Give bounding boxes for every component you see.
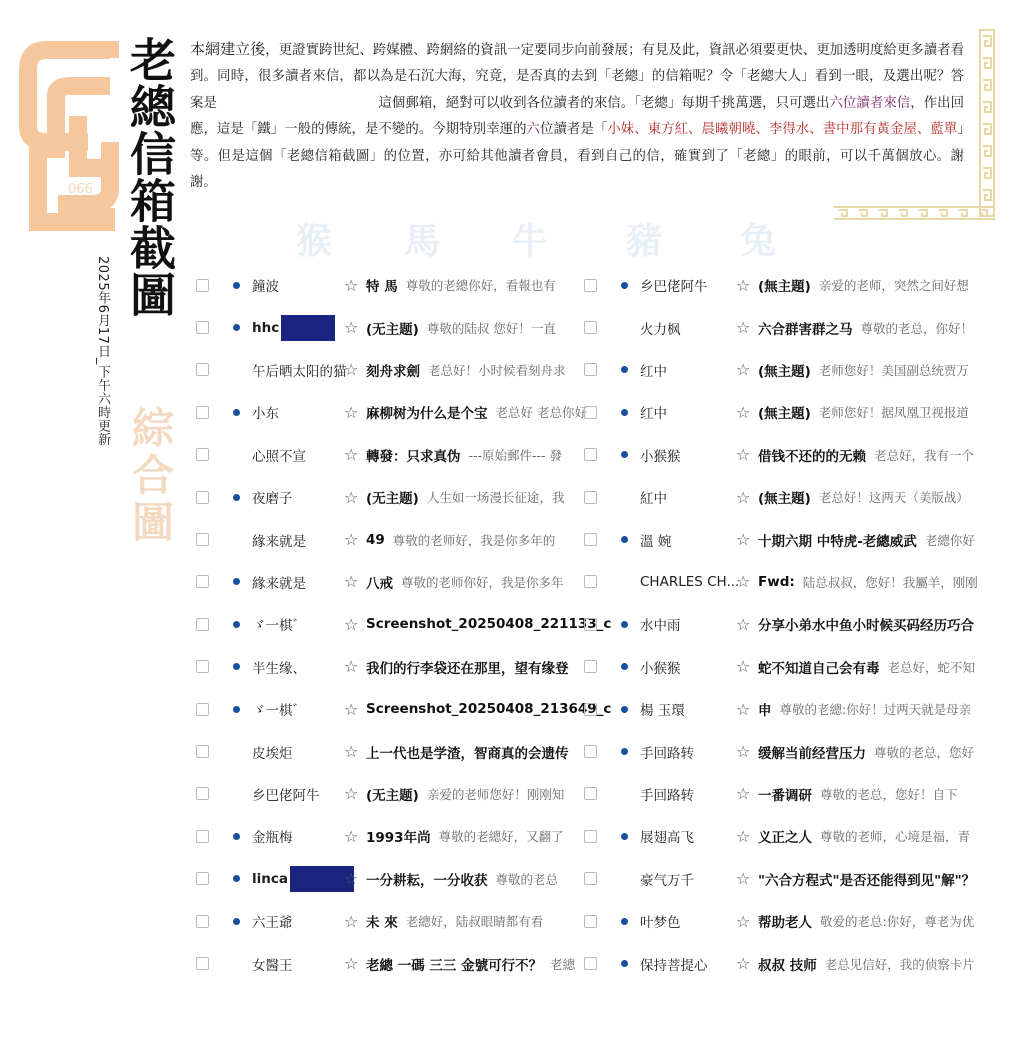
unread-dot-icon	[233, 451, 240, 458]
mail-sender	[640, 445, 736, 465]
mail-row[interactable]	[196, 561, 572, 603]
mail-sender	[252, 954, 344, 974]
mail-snippet: 老总好 老总你好	[495, 405, 587, 421]
unread-dot-icon	[233, 621, 240, 628]
star-icon[interactable]: ☆	[344, 318, 359, 338]
select-checkbox[interactable]	[584, 448, 597, 461]
unread-dot-icon	[621, 282, 628, 289]
select-checkbox[interactable]	[196, 618, 209, 631]
mail-subject: Screenshot_20250408_213649_c	[366, 701, 612, 718]
select-checkbox[interactable]	[196, 363, 209, 376]
mail-sender	[252, 866, 344, 892]
mail-subject: 义正之人	[758, 830, 812, 847]
mail-sender	[252, 742, 344, 762]
site-logo	[18, 38, 120, 238]
mail-snippet: 老师您好！美国副总统贾万	[818, 362, 969, 378]
mail-sender	[252, 911, 344, 931]
mail-sender-name: 手回路转	[640, 745, 694, 762]
star-icon[interactable]: ☆	[736, 826, 751, 846]
mail-sender-name: 楊 玉環	[640, 703, 685, 720]
mail-sender-name: 水中雨	[640, 618, 681, 635]
mail-row[interactable]	[196, 518, 572, 560]
mail-subject: 六合群害群之马	[758, 321, 853, 338]
page-subtitle: 綜合圖	[126, 406, 175, 547]
mail-sender	[640, 657, 736, 677]
mail-sender-name: 夜磨子	[252, 491, 293, 508]
mail-subject: 一番调研	[758, 787, 812, 804]
mail-sender-name: CHARLES CH...	[640, 573, 740, 590]
unread-dot-icon	[233, 706, 240, 713]
mail-row[interactable]	[196, 349, 572, 391]
intro-highlight-2: 六	[526, 122, 541, 138]
unread-dot-icon	[621, 366, 628, 373]
star-icon[interactable]: ☆	[344, 614, 359, 634]
mail-sender	[640, 360, 736, 380]
unread-dot-icon	[621, 875, 628, 882]
select-checkbox[interactable]	[196, 321, 209, 334]
mail-snippet: 老总好！这两天（美版战）	[818, 490, 969, 506]
select-checkbox[interactable]	[196, 406, 209, 419]
mail-sender	[640, 487, 736, 507]
mail-sender	[252, 784, 344, 804]
mail-sender	[252, 315, 344, 341]
mail-subject: 我们的行李袋还在那里，望有缘登	[366, 660, 569, 677]
mail-snippet: 老师您好！据凤凰卫视报道	[818, 405, 969, 421]
watermark-char: 猴	[296, 220, 335, 262]
select-checkbox[interactable]	[196, 787, 209, 800]
mail-row[interactable]	[196, 264, 572, 306]
mail-subject: 分享小弟水中鱼小时候买码经历巧合	[758, 618, 974, 635]
select-checkbox[interactable]	[584, 957, 597, 970]
mail-snippet: 尊敬的老總你好，看報也有	[405, 278, 556, 294]
mail-sender-name: 六王爺	[252, 915, 293, 932]
mail-subject: (无主题)	[366, 787, 419, 804]
star-icon[interactable]: ☆	[344, 784, 359, 804]
unread-dot-icon	[621, 494, 628, 501]
select-checkbox[interactable]	[196, 660, 209, 673]
mail-sender-name: 保持菩提心	[640, 957, 708, 974]
star-icon[interactable]: ☆	[344, 954, 359, 974]
select-checkbox[interactable]	[196, 448, 209, 461]
mail-row[interactable]	[584, 730, 974, 772]
mail-row[interactable]	[584, 349, 974, 391]
mail-sender	[640, 402, 736, 422]
mail-sender	[640, 699, 736, 719]
unread-dot-icon	[621, 960, 628, 967]
mail-snippet: 老總你好	[924, 532, 975, 548]
mail-snippet: 尊敬的老总，你好！	[860, 320, 974, 336]
select-checkbox[interactable]	[196, 533, 209, 546]
mail-sender-name: 手回路转	[640, 787, 694, 804]
mail-subject: 49	[366, 531, 385, 548]
mail-snippet: 尊敬的老师你好，我是你多年	[401, 574, 564, 590]
mail-snippet: 尊敬的老总	[495, 871, 559, 887]
watermark-char: 牛	[512, 220, 551, 262]
intro-text-2: ，作出回應，這是「鐵」一般的傳統，是不變的。今期特別幸運的	[190, 95, 965, 138]
mail-snippet: 尊敬的老总，您好！自下	[820, 786, 958, 802]
unread-dot-icon	[233, 409, 240, 416]
mail-row[interactable]	[196, 434, 572, 476]
select-checkbox[interactable]	[584, 406, 597, 419]
mail-sender-name: 红中	[640, 406, 667, 423]
unread-dot-icon	[233, 918, 240, 925]
star-icon[interactable]: ☆	[344, 487, 359, 507]
select-checkbox[interactable]	[196, 915, 209, 928]
select-checkbox[interactable]	[584, 363, 597, 376]
mail-sender-name: 溫 婉	[640, 533, 672, 550]
mail-subject: (无主题)	[366, 491, 419, 508]
star-icon[interactable]: ☆	[736, 487, 751, 507]
mail-sender-name: ゞ一棋゛	[252, 618, 306, 635]
mail-sender-name: 鐘波	[252, 279, 279, 296]
select-checkbox[interactable]	[196, 703, 209, 716]
mail-sender-name: 小东	[252, 406, 279, 423]
mail-row[interactable]	[196, 306, 572, 348]
mail-row[interactable]	[584, 476, 974, 518]
star-icon[interactable]: ☆	[736, 572, 751, 592]
unread-dot-icon	[233, 875, 240, 882]
mail-row[interactable]	[584, 900, 974, 942]
mail-row[interactable]	[584, 434, 974, 476]
mail-sender	[252, 572, 344, 592]
mail-sender-name: ゞ一棋゛	[252, 703, 306, 720]
mail-subject: 特 馬	[366, 279, 398, 296]
mail-snippet: 老总好，我有一个	[874, 447, 975, 463]
select-checkbox[interactable]	[584, 745, 597, 758]
mail-sender-name: 紅中	[640, 491, 667, 508]
star-icon[interactable]: ☆	[736, 402, 751, 422]
star-icon[interactable]: ☆	[344, 699, 359, 719]
unread-dot-icon	[621, 748, 628, 755]
mail-sender	[640, 742, 736, 762]
mail-subject: (無主題)	[758, 363, 811, 380]
mail-subject: 缓解当前经营压力	[758, 745, 866, 762]
unread-dot-icon	[233, 748, 240, 755]
star-icon[interactable]: ☆	[736, 445, 751, 465]
star-icon[interactable]: ☆	[344, 742, 359, 762]
star-icon[interactable]: ☆	[736, 784, 751, 804]
star-icon[interactable]: ☆	[736, 530, 751, 550]
select-checkbox[interactable]	[196, 830, 209, 843]
mail-snippet: 亲爱的老师，突然之间好想	[818, 278, 969, 294]
mail-row[interactable]	[584, 815, 974, 857]
mail-sender-name: 半生缘、	[252, 660, 306, 677]
mail-row[interactable]	[196, 773, 572, 815]
mail-subject: 上一代也是学渣，智商真的会遗传	[366, 745, 569, 762]
unread-dot-icon	[621, 536, 628, 543]
intro-lead: 本網建立後	[190, 40, 266, 58]
mail-subject: 一分耕耘，一分收获	[366, 872, 488, 889]
mail-snippet: 老總好，陆叔眼睛都有看	[405, 914, 544, 930]
unread-dot-icon	[233, 282, 240, 289]
select-checkbox[interactable]	[196, 575, 209, 588]
mail-sender-name: 緣来就是	[252, 533, 306, 550]
mail-subject: "六合方程式"是否还能得到见"解"？	[758, 872, 976, 889]
intro-readers: 小妹、東方紅、晨曦朝曉、李得水、書中那有黃金屋、藍單	[607, 122, 958, 138]
unread-dot-icon	[233, 790, 240, 797]
mail-subject: Screenshot_20250408_221133_c	[366, 616, 612, 633]
mail-sender-name: 小猴猴	[640, 448, 681, 465]
intro-highlight-1: 六位讀者來信	[829, 95, 911, 111]
star-icon[interactable]: ☆	[736, 657, 751, 677]
mail-sender-name: linca	[252, 870, 288, 887]
mail-row[interactable]	[584, 264, 974, 306]
mail-sender-name: 展翅高飞	[640, 830, 694, 847]
select-checkbox[interactable]	[584, 618, 597, 631]
unread-dot-icon	[621, 706, 628, 713]
star-icon[interactable]: ☆	[344, 911, 359, 931]
mail-sender	[252, 614, 344, 634]
star-icon[interactable]: ☆	[736, 742, 751, 762]
mail-sender	[640, 318, 736, 338]
mail-snippet: 老总好！小时候看刻舟求	[428, 362, 566, 378]
mail-sender-name: 叶梦色	[640, 915, 681, 932]
mail-subject: 帮助老人	[758, 915, 812, 932]
mail-subject: 未 來	[366, 915, 398, 932]
intro-text-4: 」等。但是這個「老總信箱截圖」的位置，亦可給其他讀者會員，看到自己的信，確實到了「老總」的眼前，可以千萬個放心。謝謝。	[190, 122, 965, 191]
mail-subject: 刻舟求劍	[366, 363, 420, 380]
select-checkbox[interactable]	[196, 957, 209, 970]
mail-sender	[640, 954, 736, 974]
mail-subject: 八戒	[366, 575, 393, 592]
select-checkbox[interactable]	[196, 872, 209, 885]
mail-subject: 老總 一碼 三三 金號可行不？	[366, 957, 543, 974]
unread-dot-icon	[621, 833, 628, 840]
star-icon[interactable]: ☆	[736, 360, 751, 380]
mail-snippet: 老总见信好，我的侦察卡片	[824, 956, 975, 972]
intro-paragraph	[190, 36, 964, 196]
mail-row[interactable]	[584, 942, 974, 984]
mail-sender-name: 乡巴佬阿牛	[252, 787, 320, 804]
mail-sender	[252, 402, 344, 422]
mail-sender	[252, 657, 344, 677]
mail-subject: 十期六期 中特虎-老總威武	[758, 533, 917, 550]
select-checkbox[interactable]	[196, 279, 209, 292]
mail-snippet: 陆总叔叔，您好！我屬羊，刚刚	[802, 574, 978, 590]
star-icon[interactable]: ☆	[736, 869, 751, 889]
star-icon[interactable]: ☆	[344, 826, 359, 846]
unread-dot-icon	[621, 578, 628, 585]
mail-snippet: 尊敬的老總好，又翻了	[438, 829, 564, 845]
mail-row[interactable]	[584, 603, 974, 645]
star-icon[interactable]: ☆	[736, 614, 751, 634]
select-checkbox[interactable]	[584, 575, 597, 588]
unread-dot-icon	[233, 960, 240, 967]
mail-sender	[252, 826, 344, 846]
mail-sender-name: 小猴猴	[640, 660, 681, 677]
mail-row[interactable]	[584, 646, 974, 688]
mail-subject: 借钱不还的的无赖	[758, 448, 866, 465]
watermark-char: 兔	[740, 220, 779, 262]
select-checkbox[interactable]	[584, 279, 597, 292]
select-checkbox[interactable]	[584, 321, 597, 334]
mail-sender	[252, 487, 344, 507]
mail-row[interactable]	[584, 688, 974, 730]
mail-sender	[640, 869, 736, 889]
mail-sender	[640, 573, 740, 590]
star-icon[interactable]: ☆	[736, 911, 751, 931]
mail-row[interactable]	[584, 306, 974, 348]
mail-row[interactable]	[196, 646, 572, 688]
mail-row[interactable]	[196, 815, 572, 857]
star-icon[interactable]: ☆	[344, 657, 359, 677]
mail-sender	[640, 275, 736, 295]
mail-subject: (無主題)	[758, 279, 811, 296]
mail-sender-name: 女醫王	[252, 957, 293, 974]
mail-row[interactable]	[584, 391, 974, 433]
star-icon[interactable]: ☆	[344, 530, 359, 550]
greek-key-border	[978, 28, 996, 218]
intro-text-3: 位讀者是「	[540, 122, 608, 138]
unread-dot-icon	[621, 621, 628, 628]
star-icon[interactable]: ☆	[344, 869, 359, 889]
mail-sender-name: 皮埃炬	[252, 745, 293, 762]
greek-key-border-bottom	[833, 205, 996, 221]
select-checkbox[interactable]	[196, 745, 209, 758]
mail-subject: (無主題)	[758, 491, 811, 508]
mail-sender-name: 红中	[640, 363, 667, 380]
select-checkbox[interactable]	[584, 533, 597, 546]
mail-snippet: 老总好，蛇不知	[887, 659, 976, 675]
mail-snippet: 敬爱的老总:你好，尊老为优	[820, 914, 975, 930]
select-checkbox[interactable]	[584, 660, 597, 673]
page-title: 老總信箱截圖	[123, 36, 177, 318]
mail-sender-name: 豪气万千	[640, 872, 694, 889]
update-date: 2025年6月17日_下午六時更新	[95, 256, 110, 446]
select-checkbox[interactable]	[584, 915, 597, 928]
mail-snippet: 人生如一场漫长征途，我	[426, 490, 565, 506]
watermark-char: 馬	[404, 220, 443, 262]
unread-dot-icon	[233, 663, 240, 670]
select-checkbox[interactable]	[584, 830, 597, 843]
mail-snippet: 尊敬的老总，您好	[874, 744, 975, 760]
mail-sender	[640, 530, 736, 550]
mail-sender	[640, 826, 736, 846]
unread-dot-icon	[233, 578, 240, 585]
mail-sender	[252, 275, 344, 295]
mail-sender	[640, 911, 736, 931]
mail-sender	[252, 530, 344, 550]
star-icon[interactable]: ☆	[344, 402, 359, 422]
mail-sender-name: 火力枫	[640, 321, 681, 338]
star-icon[interactable]: ☆	[344, 572, 359, 592]
mail-snippet: 尊敬的老师，心境是福，青	[820, 829, 971, 845]
select-checkbox[interactable]	[584, 491, 597, 504]
mail-snippet: ---原始郵件--- 發	[468, 447, 563, 463]
select-checkbox[interactable]	[196, 491, 209, 504]
mail-sender	[640, 784, 736, 804]
mail-row[interactable]	[584, 561, 978, 603]
mail-subject: 1993年尚	[366, 830, 431, 847]
star-icon[interactable]: ☆	[736, 318, 751, 338]
mail-snippet: 尊敬的陆叔 您好！一直	[426, 320, 556, 336]
mail-row[interactable]	[196, 942, 576, 984]
star-icon[interactable]: ☆	[736, 699, 751, 719]
unread-dot-icon	[233, 833, 240, 840]
unread-dot-icon	[621, 409, 628, 416]
unread-dot-icon	[621, 324, 628, 331]
mail-row[interactable]	[196, 476, 572, 518]
mail-subject: 叔叔 技师	[758, 957, 817, 974]
star-icon[interactable]: ☆	[344, 445, 359, 465]
unread-dot-icon	[621, 451, 628, 458]
star-icon[interactable]: ☆	[344, 275, 359, 295]
mail-row[interactable]	[196, 900, 572, 942]
mail-subject: (無主題)	[758, 406, 811, 423]
unread-dot-icon	[233, 366, 240, 373]
select-checkbox[interactable]	[584, 787, 597, 800]
mail-sender-name: 乡巴佬阿牛	[640, 279, 708, 296]
mail-sender-name: 金瓶梅	[252, 830, 293, 847]
mail-snippet: 尊敬的老师好，我是你多年的	[392, 532, 556, 548]
select-checkbox[interactable]	[584, 703, 597, 716]
mail-row[interactable]	[196, 730, 572, 772]
unread-dot-icon	[621, 918, 628, 925]
redaction-block	[281, 315, 335, 341]
mail-row[interactable]	[584, 518, 974, 560]
mail-subject: 申	[758, 703, 772, 720]
mail-row[interactable]	[196, 688, 612, 730]
mail-row[interactable]	[584, 858, 974, 900]
star-icon[interactable]: ☆	[344, 360, 359, 380]
mail-snippet: 尊敬的老總:你好！过两天就是母亲	[779, 702, 972, 718]
mail-subject: (无主题)	[366, 321, 419, 338]
mail-subject: 麻柳树为什么是个宝	[366, 406, 488, 423]
mail-sender	[252, 445, 344, 465]
select-checkbox[interactable]	[584, 872, 597, 885]
mail-row[interactable]	[196, 858, 572, 900]
mail-row[interactable]	[196, 391, 587, 433]
mail-sender	[252, 360, 347, 380]
mail-sender	[640, 614, 736, 634]
mail-sender-name: 緣来就是	[252, 575, 306, 592]
unread-dot-icon	[233, 494, 240, 501]
unread-dot-icon	[621, 663, 628, 670]
mail-sender-name: hhc	[252, 319, 280, 336]
mail-sender-name: 午后晒太阳的猫	[252, 363, 347, 380]
mail-snippet: 老總	[550, 956, 576, 972]
logo-number: 066	[68, 182, 93, 197]
mail-sender	[252, 699, 344, 719]
mail-row[interactable]	[584, 773, 974, 815]
intro-text-1: ，更證實跨世紀、跨媒體、跨網絡的資訊一定要同步向前發展；有見及此，資訊必須要更快、更加透明度給更多讀者看到。同時，很多讀者來信，都以為是石沉大海，究竟，是否真的去到「老總」的信箱呢？令「老總大人」看到一眼，及選出呢？答案是 這個郵箱，絕對可以收到各位讀者的來信。「老總」每期千挑萬選，只可選出	[190, 43, 964, 111]
unread-dot-icon	[233, 536, 240, 543]
star-icon[interactable]: ☆	[736, 275, 751, 295]
mail-subject: 蛇不知道自己会有毒	[758, 660, 880, 677]
watermark-char: 豬	[626, 220, 665, 262]
unread-dot-icon	[621, 790, 628, 797]
unread-dot-icon	[233, 324, 240, 331]
mail-sender-name: 心照不宣	[252, 448, 306, 465]
mail-row[interactable]	[196, 603, 612, 645]
mail-snippet: 亲爱的老师您好！刚刚知	[426, 786, 565, 802]
mail-subject: Fwd:	[758, 573, 795, 590]
star-icon[interactable]: ☆	[736, 954, 751, 974]
mail-subject: 轉發：只求真伪	[366, 448, 461, 465]
